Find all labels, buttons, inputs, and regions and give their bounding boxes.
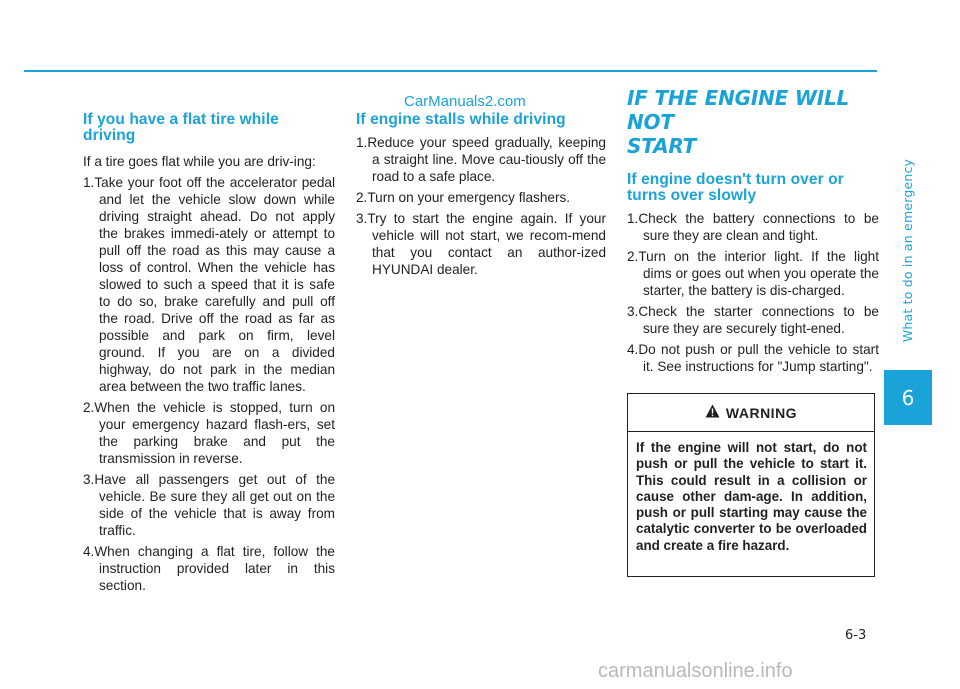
header-rule [24,70,877,72]
section-title-line1: IF THE ENGINE WILL NOT [627,86,850,134]
warning-label: WARNING [725,404,798,421]
warning-text: If the engine will not start, do not push or pull the vehicle to start it. This could result in a collision or cause other dam-age. In addition, push or pull starting may cause the catalytic converter to be overloaded and create a fire hazard. [636,440,867,553]
engine-stall-steps [356,134,606,278]
footer-watermark[interactable]: carmanualsonline.info [598,660,793,682]
page-number: 6-3 [845,628,867,643]
section-title-line2: START [627,134,697,158]
list-item: 2.Turn on your emergency flashers. [356,190,571,205]
engine-stall-heading: If engine stalls while driving [356,111,566,128]
section-side-tab [884,130,932,370]
chapter-number-badge: 6 [884,370,932,425]
flat-tire-heading: If you have a flat tire while driving [83,111,279,144]
section-title [627,86,879,158]
list-item: 4.When changing a flat tire, follow the instruction provided later in this section. [83,544,335,593]
list-item: 4.Do not push or pull the vehicle to start it. See instructions for "Jump starting". [627,342,879,374]
flat-tire-section [83,112,335,594]
list-item: 3.Try to start the engine again. If your vehicle will not start, we recom-mend that you contact an author-ized HYUNDAI dealer. [356,211,606,277]
list-item: 3.Check the starter connections to be sure they are securely tight-ened. [627,304,879,336]
engine-turn-over-steps [627,210,879,375]
engine-turn-over-heading: If engine doesn't turn over or turns over slowly [627,171,844,204]
flat-tire-steps [83,174,335,594]
engine-not-start-section [627,86,879,375]
list-item: 1.Reduce your speed gradually, keeping a straight line. Move cau-tiously off the road to a safe place. [356,135,606,184]
warning-box [627,393,875,577]
list-item: 1.Take your foot off the accelerator pedal and let the vehicle slow down while driving straight ahead. Do not apply the brakes immedi-ately or attempt to pull off the road as this may cause a loss of control. When the vehicle has slowed to such a speed that it is safe to do so, brake carefully and pull off the road. Drive off the road as far as possible and park on firm, level ground. If you are on a divided highway, do not park in the median area between the two traffic lanes. [83,175,335,394]
list-item: 2.Turn on the interior light. If the light dims or goes out when you operate the starter, the battery is dis-charged. [627,249,879,298]
watermark-text[interactable]: CarManuals2.com [404,93,526,110]
engine-stall-section [356,112,606,278]
list-item: 2.When the vehicle is stopped, turn on your emergency hazard flash-ers, set the parking brake and put the transmission in reverse. [83,400,335,466]
flat-tire-intro: If a tire goes flat while you are driv-ing: [83,154,316,169]
list-item: 3.Have all passengers get out of the vehicle. Be sure they all get out on the side of the vehicle that is away from traffic. [83,472,335,538]
warning-triangle-icon [705,404,720,421]
list-item: 1.Check the battery connections to be sure they are clean and tight. [627,211,879,243]
section-side-title: What to do in an emergency [900,158,916,342]
warning-header [628,394,874,432]
